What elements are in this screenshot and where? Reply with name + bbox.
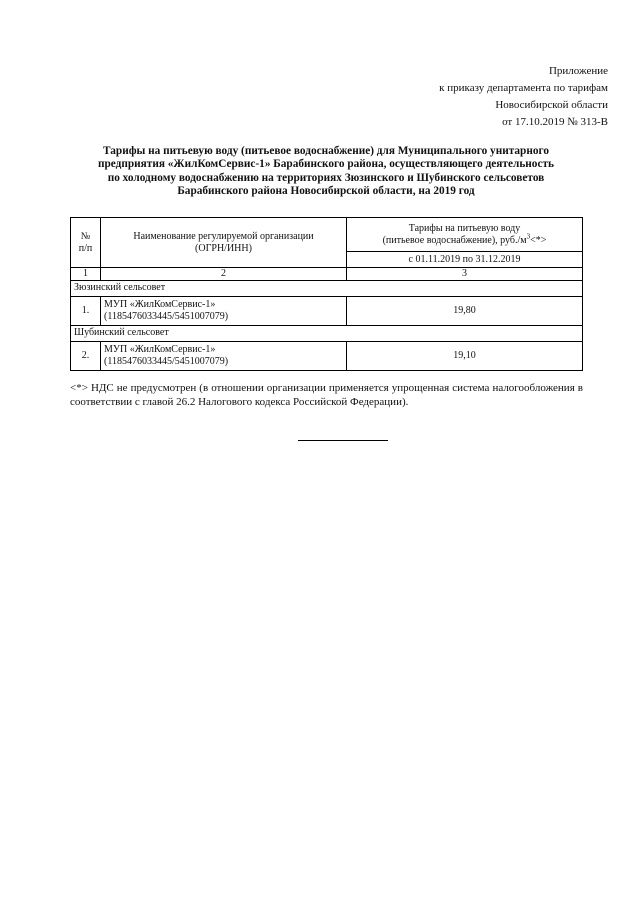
vat-footnote: <*> НДС не предусмотрен (в отношении организации применяется упрощенная система налогообложения в соответствии с главой 26.2 Налогового кодекса Российской Федерации). (70, 382, 583, 408)
title-line-3: по холодному водоснабжению на территориях Зюзинского и Шубинского сельсоветов (107, 171, 545, 184)
index-cell-1: 1 (71, 268, 101, 281)
appendix-date-number: от 17.10.2019 № 313-В (502, 116, 608, 128)
header-org-title: Наименование регулируемой организации (133, 231, 314, 242)
header-num-symbol: № (80, 231, 91, 242)
row-tariff-value: 19,80 (347, 296, 583, 325)
header-tariff-unit (350, 232, 579, 247)
appendix-label: Приложение (548, 65, 608, 77)
header-period-cell: с 01.11.2019 по 31.12.2019 (347, 252, 583, 268)
appendix-reference (439, 63, 608, 131)
header-num-cell (71, 218, 101, 268)
table-index-row (71, 268, 583, 281)
row-organization (101, 341, 347, 370)
row-org-name: МУП «ЖилКомСервис-1» (104, 344, 216, 355)
index-cell-3: 3 (347, 268, 583, 281)
group-name-zyuzinsky: Зюзинский сельсовет (71, 280, 583, 296)
header-tariff-title: Тарифы на питьевую воду (408, 223, 521, 234)
title-line-1: Тарифы на питьевую воду (питьевое водоснабжение) для Муниципального унитарного (103, 145, 549, 157)
tariff-table (70, 217, 583, 371)
header-org-cell (101, 218, 347, 268)
index-cell-2: 2 (101, 268, 347, 281)
title-line-4: Барабинского района Новосибирской области, на 2019 год (177, 184, 475, 197)
appendix-region: Новосибирской области (495, 99, 608, 111)
row-number: 2. (71, 341, 101, 370)
header-tariff-footnote-mark: <*> (530, 234, 547, 246)
table-row (71, 296, 583, 325)
table-row (71, 341, 583, 370)
title-line-2: предприятия «ЖилКомСервис-1» Барабинского района, осуществляющего деятельность (98, 158, 554, 171)
header-tariff-unit-sup: 3 (526, 232, 531, 241)
group-name-shubinsky: Шубинский сельсовет (71, 325, 583, 341)
header-org-ids: (ОГРН/ИНН) (195, 242, 252, 254)
row-org-name: МУП «ЖилКомСервис-1» (104, 299, 216, 310)
header-num-abbr: п/п (78, 242, 93, 254)
row-number: 1. (71, 296, 101, 325)
row-organization (101, 296, 347, 325)
appendix-order-ref: к приказу департамента по тарифам (439, 82, 608, 94)
row-tariff-value: 19,10 (347, 341, 583, 370)
header-tariff-cell (347, 218, 583, 252)
table-group-row (71, 325, 583, 341)
table-header-row (71, 218, 583, 252)
header-tariff-unit-text: (питьевое водоснабжение), руб./м (382, 234, 527, 246)
end-separator-line (298, 440, 388, 441)
document-title (70, 145, 582, 198)
row-org-ids: (1185476033445/5451007079) (104, 355, 229, 367)
table-group-row (71, 280, 583, 296)
row-org-ids: (1185476033445/5451007079) (104, 310, 229, 322)
